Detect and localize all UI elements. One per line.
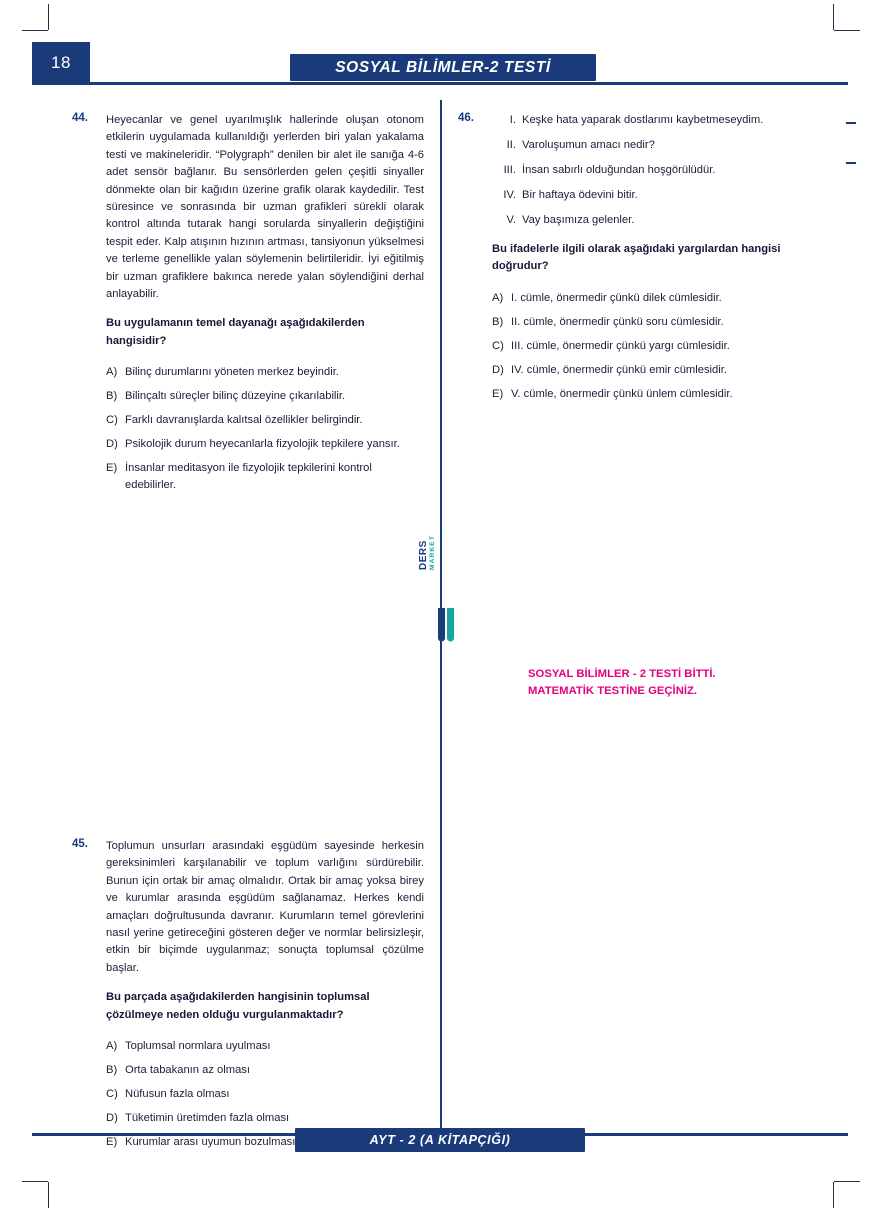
- statement-item: [492, 137, 810, 154]
- logo-wordmark: [418, 535, 436, 570]
- choice-text: Orta tabakanın az olması: [125, 1064, 250, 1077]
- choice-option[interactable]: [492, 338, 810, 355]
- choice-text: Kurumlar arası uyumun bozulması: [125, 1136, 296, 1149]
- left-column: [72, 112, 424, 512]
- choice-option[interactable]: [106, 1062, 424, 1079]
- choice-option[interactable]: [492, 314, 810, 331]
- crop-mark-bottom-left-h: [22, 1181, 48, 1182]
- choice-letter: A): [106, 1040, 118, 1053]
- choice-letter: B): [106, 390, 118, 403]
- statement-numeral: IV.: [503, 189, 516, 201]
- choice-text: İnsanlar meditasyon ile fizyolojik tepkilerini kontrol edebilirler.: [125, 462, 372, 492]
- left-column-lower: [72, 838, 424, 1169]
- question-45-number: 45.: [72, 838, 88, 850]
- logo-name: DERS: [418, 540, 429, 570]
- question-44-prompt: Bu uygulamanın temel dayanağı aşağıdakilerden hangisidir?: [106, 317, 365, 347]
- question-46-prompt: Bu ifadelerle ilgili olarak aşağıdaki yargılardan hangisi doğrudur?: [492, 243, 781, 273]
- right-column: [458, 112, 810, 421]
- choice-option[interactable]: [106, 364, 424, 381]
- choice-letter: E): [492, 387, 504, 400]
- page-number-badge: 18: [32, 42, 90, 84]
- choice-text: II. cümle, önermedir çünkü soru cümlesidir.: [511, 315, 724, 328]
- question-46: [458, 112, 810, 403]
- crop-mark-top-right-h: [834, 30, 860, 31]
- choice-text: Tüketimin üretimden fazla olması: [125, 1112, 290, 1125]
- page-title: SOSYAL BİLİMLER-2 TESTİ: [290, 54, 596, 81]
- statement-item: [492, 187, 810, 204]
- statement-text: Varoluşumun amacı nedir?: [522, 139, 655, 151]
- choice-letter: E): [106, 462, 118, 475]
- choice-text: I. cümle, önermedir çünkü dilek cümlesidir.: [511, 291, 722, 304]
- edge-dash-lower: [846, 162, 856, 164]
- choice-letter: E): [106, 1136, 118, 1149]
- question-46-choices: [492, 290, 810, 403]
- choice-letter: B): [492, 315, 504, 328]
- statement-item: [492, 112, 810, 129]
- choice-letter: C): [492, 339, 504, 352]
- end-notice-line-1: SOSYAL BİLİMLER - 2 TESTİ BİTTİ.: [528, 668, 716, 680]
- crop-mark-bottom-left-v: [48, 1182, 49, 1208]
- choice-option[interactable]: [106, 436, 424, 453]
- choice-option[interactable]: [106, 1110, 424, 1127]
- choice-text: IV. cümle, önermedir çünkü emir cümlesidir.: [511, 363, 727, 376]
- choice-text: Farklı davranışlarda kalıtsal özellikler belirgindir.: [125, 414, 363, 427]
- choice-text: V. cümle, önermedir çünkü ünlem cümlesidir.: [511, 387, 733, 400]
- statement-text: Vay başımıza gelenler.: [522, 214, 635, 226]
- end-notice-line-2: MATEMATİK TESTİNE GEÇİNİZ.: [528, 685, 698, 697]
- choice-text: Psikolojik durum heyecanlarla fizyolojik tepkilere yansır.: [125, 438, 400, 451]
- choice-option[interactable]: [106, 388, 424, 405]
- choice-option[interactable]: [106, 460, 424, 494]
- choice-option[interactable]: [106, 412, 424, 429]
- choice-option[interactable]: [492, 362, 810, 379]
- question-44-choices: [106, 364, 424, 494]
- bookmark-icon: [436, 606, 456, 646]
- header-rule: [32, 82, 848, 85]
- choice-text: Bilinçaltı süreçler bilinç düzeyine çıkarılabilir.: [125, 390, 346, 403]
- statement-text: Bir haftaya ödevini bitir.: [522, 189, 638, 201]
- crop-mark-top-left-v: [48, 4, 49, 30]
- question-44-text: Heyecanlar ve genel uyarılmışlık hallerinde oluşan otonom etkilerin uygulamada kullanıldığı yerlerden biri yalan yakalama testi ve makineleridir. “Polygraph” denilen bir alet ile sanığa 4-6 adet sensör bağlanır. Bu sensörlerden gelen çeşitli sinyaller dönmekte olan bir kağıdın üzerine grafik olarak kaydedilir. Test süresince ve sonrasında bir uzman grafikleri sürekli olarak kontrol altında tutarak hangi sorularda sinyallerin değiştiğini tespit eder. Kalp atışının hızının artması, tansiyonun yükselmesi ve terleme genellikle yalan söylemenin belirtileridir. İyi eğitilmiş bir uzman grafiklere bakınca nerede yalan söylendiğini derhal anlayabilir.: [106, 114, 424, 301]
- end-of-test-notice: [528, 666, 716, 700]
- choice-letter: A): [492, 291, 504, 304]
- choice-option[interactable]: [106, 1038, 424, 1055]
- choice-letter: D): [106, 1112, 118, 1125]
- choice-letter: B): [106, 1064, 118, 1077]
- footer-title: AYT - 2 (A KİTAPÇIĞI): [295, 1128, 585, 1152]
- choice-option[interactable]: [492, 386, 810, 403]
- logo-subname: MARKET: [429, 534, 436, 570]
- choice-letter: A): [106, 366, 118, 379]
- choice-letter: D): [492, 363, 504, 376]
- question-45-prompt: Bu parçada aşağıdakilerden hangisinin toplumsal çözülmeye neden olduğu vurgulanmaktadır?: [106, 991, 370, 1021]
- edge-dash-upper: [846, 122, 856, 124]
- statement-text: Keşke hata yaparak dostlarımı kaybetmeseydim.: [522, 114, 764, 126]
- statement-text: İnsan sabırlı olduğundan hoşgörülüdür.: [522, 164, 716, 176]
- statement-numeral: I.: [509, 114, 516, 126]
- crop-mark-top-right-v: [833, 4, 834, 30]
- choice-letter: C): [106, 1088, 118, 1101]
- choice-letter: C): [106, 414, 118, 427]
- choice-text: III. cümle, önermedir çünkü yargı cümlesidir.: [511, 339, 730, 352]
- choice-text: Toplumsal normlara uyulması: [125, 1040, 271, 1053]
- question-45: [72, 838, 424, 1151]
- crop-mark-bottom-right-h: [834, 1181, 860, 1182]
- question-44-number: 44.: [72, 112, 88, 124]
- statement-item: [492, 212, 810, 229]
- choice-text: Bilinç durumlarını yöneten merkez beyindir.: [125, 366, 339, 379]
- choice-letter: D): [106, 438, 118, 451]
- crop-mark-bottom-right-v: [833, 1182, 834, 1208]
- crop-mark-top-left-h: [22, 30, 48, 31]
- choice-option[interactable]: [106, 1086, 424, 1103]
- question-46-statements: [492, 112, 810, 229]
- question-45-text: Toplumun unsurları arasındaki eşgüdüm sayesinde herkesin gereksinimleri karşılanabilir ve toplum varlığını sürdürebilir. Bunun için ortak bir amaç olmalıdır. Ortak bir amaç yoksa birey ve kurumlar arasında eşgüdüm sağlanamaz. Herkes kendi amaçları doğrultusunda davranır. Kurumların temel görevlerini nasıl yerine getireceğini gösteren değer ve normlar belirsizleşir, etkin bir biçimde uygulanmaz; sonuçta toplumsal çözülme başlar.: [106, 840, 424, 974]
- statement-numeral: III.: [503, 164, 516, 176]
- statement-item: [492, 162, 810, 179]
- question-46-number: 46.: [458, 112, 474, 124]
- choice-option[interactable]: [492, 290, 810, 307]
- statement-numeral: II.: [506, 139, 516, 151]
- question-44: [72, 112, 424, 494]
- choice-text: Nüfusun fazla olması: [125, 1088, 230, 1101]
- statement-numeral: V.: [506, 214, 516, 226]
- publisher-logo: [418, 534, 464, 660]
